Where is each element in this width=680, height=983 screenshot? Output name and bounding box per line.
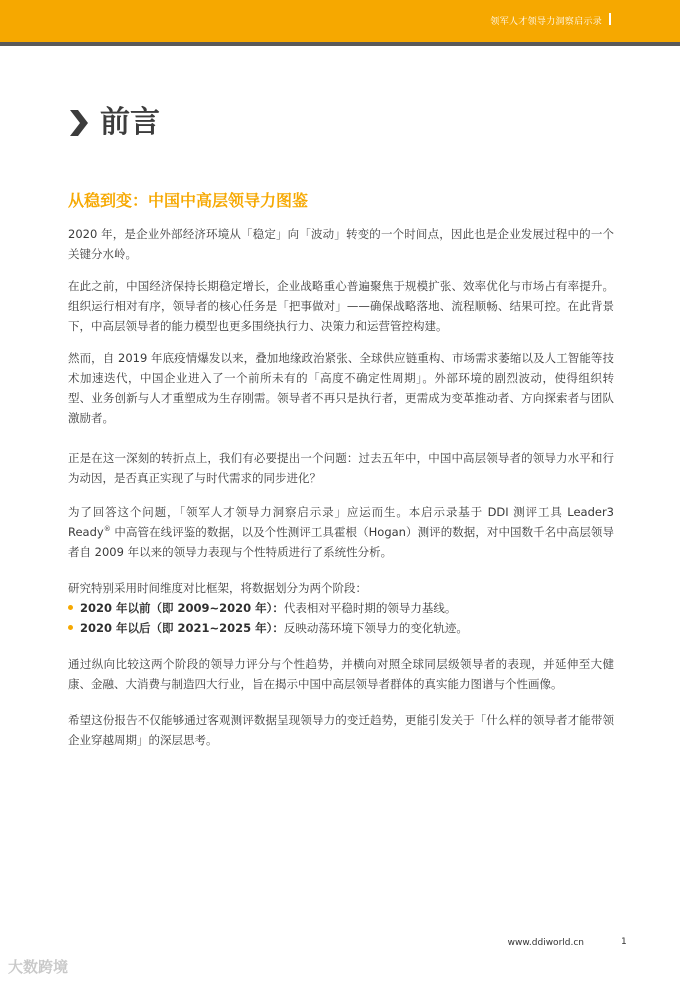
paragraph-5-part-1: 为了回答这个问题，「领军人才领导力洞察启示录」应运而生。本启示录基于 DDI 测评工具 Leader3 Ready <box>68 505 614 539</box>
footer-url: www.ddiworld.cn <box>507 938 584 948</box>
paragraph-7: 通过纵向比较这两个阶段的领导力评分与个性趋势，并横向对照全球同层级领导者的表现，并延伸至大健康、金融、大消费与制造四大行业，旨在揭示中国中高层领导者群体的真实能力图谱与个性画像。 <box>68 657 614 691</box>
registered-mark: ® <box>103 525 111 534</box>
header-title: 领军人才领导力洞察启示录 <box>490 17 602 27</box>
watermark: 大数跨境 <box>8 958 69 976</box>
paragraph-8: 希望这份报告不仅能够通过客观测评数据呈现领导力的变迁趋势，更能引发关于「什么样的领导者才能带领企业穿越周期」的深层思考。 <box>68 713 614 747</box>
page-title: 前言 <box>100 105 160 140</box>
bullet-label: 2020 年以后（即 2021~2025 年）： <box>80 621 284 635</box>
page-number: 1 <box>621 937 627 947</box>
header-divider <box>609 13 611 25</box>
paragraph-4: 正是在这一深刻的转折点上，我们有必要提出一个问题：过去五年中，中国中高层领导者的领导力水平和行为动因，是否真正实现了与时代需求的同步进化？ <box>68 451 614 485</box>
paragraph-3: 然而，自 2019 年底疫情爆发以来，叠加地缘政治紧张、全球供应链重构、市场需求萎缩以及人工智能等技术加速迭代，中国企业进入了一个前所未有的「高度不确定性周期」。外部环境的剧烈波动，使得组织转型、业务创新与人才重塑成为生存刚需。领导者不再只是执行者，更需成为变革推动者、方向探索者与团队激励者。 <box>68 351 614 425</box>
bullet-text: 反映动荡环境下领导力的变化轨迹。 <box>283 621 468 635</box>
phase-list <box>68 598 614 638</box>
header-bar <box>0 0 680 42</box>
paragraph-6: 研究特别采用时间维度对比框架，将数据划分为两个阶段： <box>68 581 367 595</box>
bullet-label: 2020 年以前（即 2009~2020 年）： <box>80 601 284 615</box>
paragraph-2: 在此之前，中国经济保持长期稳定增长，企业战略重心普遍聚焦于规模扩张、效率优化与市场占有率提升。组织运行相对有序，领导者的核心任务是「把事做对」——确保战略落地、流程顺畅、结果可控。在此背景下，中高层领导者的能力模型也更多围绕执行力、决策力和运营管控构建。 <box>68 279 614 333</box>
bullet-text: 代表相对平稳时期的领导力基线。 <box>283 601 457 615</box>
bullet-dot-icon <box>68 625 73 630</box>
list-item <box>68 598 614 618</box>
section-heading: 从稳到变：中国中高层领导力图鉴 <box>68 191 309 210</box>
chevron-right-icon <box>68 108 90 138</box>
paragraph-5 <box>68 502 614 562</box>
list-item <box>68 618 614 638</box>
header-rule <box>0 42 680 46</box>
bullet-dot-icon <box>68 605 73 610</box>
paragraph-1: 2020 年，是企业外部经济环境从「稳定」向「波动」转变的一个时间点，因此也是企业发展过程中的一个关键分水岭。 <box>68 227 614 261</box>
paragraph-5-part-2: 中高管在线评鉴的数据，以及个性测评工具霍根（Hogan）测评的数据，对中国数千名中高层领导者自 2009 年以来的领导力表现与个性特质进行了系统性分析。 <box>68 525 614 559</box>
